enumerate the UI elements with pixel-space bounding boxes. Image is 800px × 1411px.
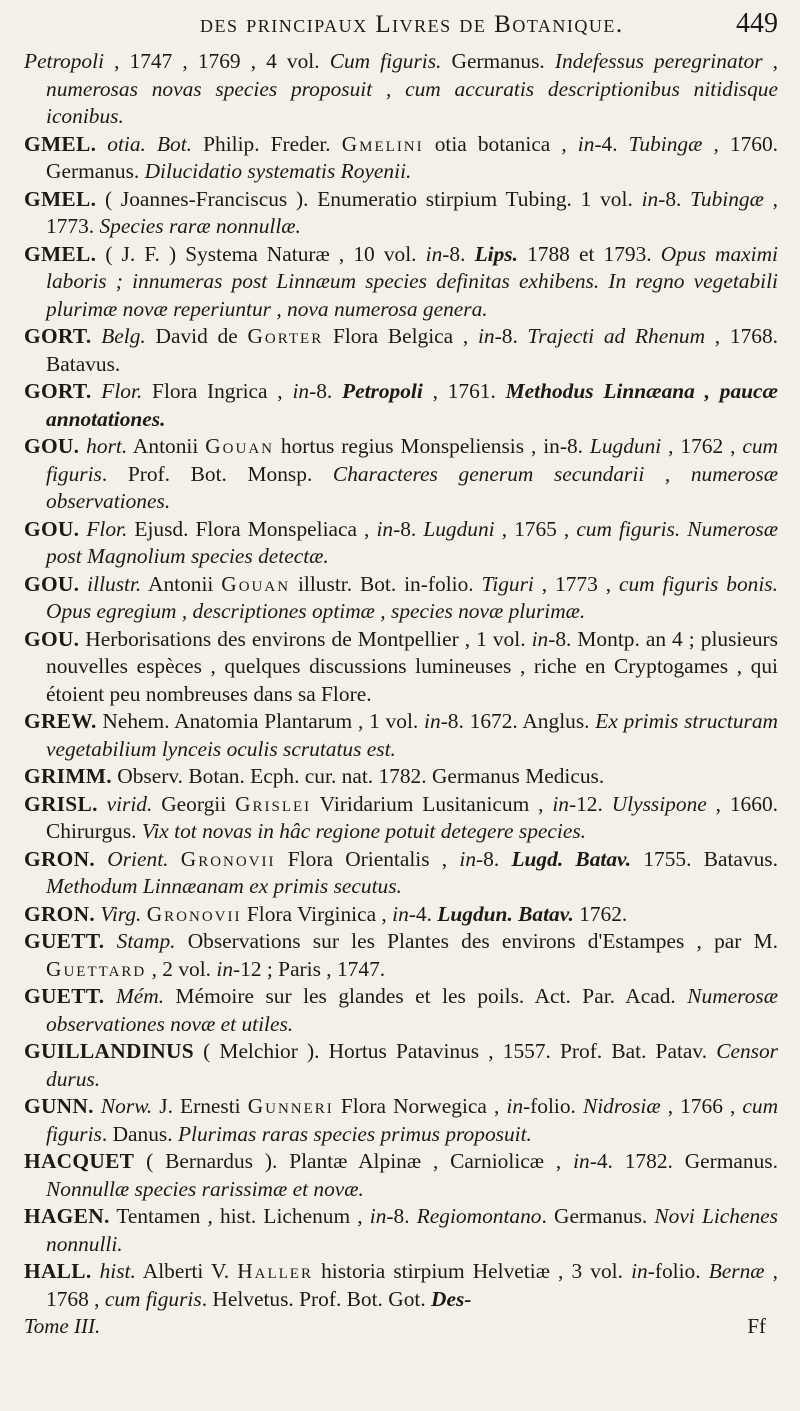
entry-text: Antonii <box>141 571 222 596</box>
entry-text: Observations sur les Plantes des environs d'Estampes , par M. <box>175 929 778 953</box>
entry-text: Nehem. Anatomia Plantarum , 1 vol. <box>96 709 425 733</box>
entry-text: Lugd. Batav. <box>511 846 632 871</box>
entry-text: Ejusd. Flora Monspeliaca , <box>127 516 377 541</box>
entry-text: Gorter <box>247 324 324 348</box>
entry-text: hist. <box>91 1259 136 1283</box>
entry-text: Gunneri <box>247 1094 334 1118</box>
entry-text: . Prof. Bot. Monsp. <box>101 461 333 486</box>
entry-text: Stamp. <box>104 929 176 953</box>
entry-text: illustr. Bot. in-folio. <box>290 571 482 596</box>
entry-text: David de <box>145 324 248 348</box>
bibliography-entry <box>24 763 778 791</box>
entry-text: Philip. Freder. <box>192 131 342 156</box>
entry-text: , 1766 , <box>660 1094 743 1118</box>
entry-text: Novi Lichenes nonnulli. <box>46 1204 778 1256</box>
entry-text: Petropoli <box>24 49 105 73</box>
entry-text: J. Ernesti <box>152 1094 248 1118</box>
entry-text: -8. Montp. an 4 ; plusieurs nouvelles espèces , quelques discussions lumineuses , riche en Cryptogames , qui étoient peu nombreuses dans sa Flore. <box>46 626 778 706</box>
entry-text: Mém. <box>104 984 165 1008</box>
entry-text: -folio. <box>523 1094 583 1118</box>
entry-text: -4. 1782. Germanus. <box>589 1149 778 1173</box>
bibliography-entry <box>24 241 778 324</box>
entry-text: cum figuris <box>46 434 778 486</box>
tome-label: Tome III. <box>24 1314 101 1338</box>
entry-abbreviation: GORT. <box>24 324 92 348</box>
entry-text: Species raræ nonnullæ. <box>99 214 301 238</box>
entry-text: -4. <box>408 901 438 926</box>
entry-abbreviation: HAGEN. <box>24 1204 110 1228</box>
bibliography-entry <box>24 626 778 709</box>
entry-text: , 1773 , <box>533 571 619 596</box>
entry-text: Methodus Linnæana , paucæ annotationes. <box>46 379 778 431</box>
entry-text: -8. <box>494 324 528 348</box>
entry-text: Des- <box>431 1286 472 1311</box>
entry-text: , 1768. Batavus. <box>46 324 778 376</box>
entry-text: in <box>216 956 234 981</box>
entry-text: Belg. <box>91 324 146 348</box>
entry-text: Tentamen , hist. Lichenum , <box>109 1204 370 1228</box>
entry-abbreviation: GRISL. <box>24 791 98 816</box>
entry-text: , 1760. Germanus. <box>46 131 778 183</box>
entry-abbreviation: HACQUET <box>24 1149 135 1173</box>
entry-text: in <box>459 846 477 871</box>
entry-text: Flora Orientalis , <box>275 846 460 871</box>
bibliography-entry <box>24 1093 778 1148</box>
entry-text: Dilucidatio systematis Royenii. <box>144 159 412 183</box>
entry-text: , 1762 , <box>661 434 743 458</box>
entry-text: , 1768 , <box>46 1259 778 1311</box>
entry-text: Ulyssipone <box>611 791 707 816</box>
entry-text: -8. 1672. Anglus. <box>440 709 596 733</box>
entry-text: , 1660. Chirurgus. <box>46 791 778 843</box>
entry-text: Orient. <box>95 846 169 871</box>
entry-text: Flora Belgica , <box>323 324 478 348</box>
entry-text: Censor durus. <box>46 1039 778 1091</box>
entry-text: , 1773. <box>46 186 779 238</box>
entry-text: in <box>573 1149 590 1173</box>
entry-text: Mémoire sur les glandes et les poils. Act. Par. Acad. <box>164 984 688 1008</box>
bibliography-entry <box>24 1203 778 1258</box>
entry-abbreviation: GUNN. <box>24 1094 94 1118</box>
entry-text: . Danus. <box>101 1121 178 1146</box>
entry-text: Virg. <box>95 901 142 926</box>
entry-abbreviation: GMEL. <box>24 131 97 156</box>
entry-abbreviation: GRIMM. <box>24 764 112 788</box>
entry-abbreviation: GUETT. <box>24 929 105 953</box>
entry-abbreviation: GMEL. <box>24 186 97 211</box>
entry-text: 1788 et 1793. <box>517 241 661 266</box>
entry-text: Bernæ <box>708 1259 765 1283</box>
entry-text: ( Bernardus ). Plantæ Alpinæ , Carniolicæ , <box>134 1149 574 1173</box>
entry-text: in <box>552 791 569 816</box>
entry-text: Flora Virginica , <box>241 901 393 926</box>
bibliography-entry <box>24 901 778 929</box>
entry-text: Cum figuris. <box>329 49 442 73</box>
entry-text: Germanus. <box>441 49 555 73</box>
entry-text: -8. <box>386 1204 417 1228</box>
page-header <box>200 8 778 48</box>
entry-text: Viridarium Lusitanicum , <box>311 791 553 816</box>
entry-text <box>168 847 180 871</box>
entry-text: Herborisations des environs de Montpellier , 1 vol. <box>79 626 532 651</box>
entry-text: Norw. <box>93 1094 153 1118</box>
entry-text: -folio. <box>647 1259 709 1283</box>
entry-text: Gronovii <box>146 901 242 926</box>
bibliography-entry <box>24 1038 778 1093</box>
entry-text: Plurimas raras species primus proposuit. <box>177 1121 532 1146</box>
bibliography-entry <box>24 186 778 241</box>
entry-text: Opus maximi laboris ; innumeras post Linnæum species definitas exhibens. In regno vegetabili plurimæ novæ reperiuntur , nova numerosa genera. <box>46 241 778 321</box>
entry-text: historia stirpium Helvetiæ , 3 vol. <box>312 1259 632 1283</box>
entry-text: , 1747 , 1769 , 4 vol. <box>104 49 330 73</box>
bibliography-entries <box>24 48 778 1313</box>
bibliography-entry <box>24 1258 778 1313</box>
entry-text: Alberti V. <box>135 1259 238 1283</box>
entry-text: Tiguri <box>481 571 534 596</box>
entry-abbreviation: GOU. <box>24 516 80 541</box>
bibliography-entry <box>24 928 778 983</box>
entry-text: cum figuris <box>46 1094 779 1146</box>
entry-text: . Helvetus. Prof. Bot. Got. <box>201 1286 432 1311</box>
running-head: des principaux Livres de Botanique. <box>200 11 624 38</box>
page-number: 449 <box>736 8 778 39</box>
entry-text: -12. <box>568 791 612 816</box>
entry-text: Tubingæ <box>690 186 764 211</box>
entry-text: , 1765 , <box>494 516 577 541</box>
entry-abbreviation: GREW. <box>24 709 97 733</box>
entry-abbreviation: GOU. <box>24 571 80 596</box>
entry-text: Trajecti ad Rhenum <box>527 324 706 348</box>
entry-text: Gmelini <box>341 131 424 156</box>
bibliography-entry <box>24 131 778 186</box>
bibliography-entry <box>24 791 778 846</box>
entry-abbreviation: GUETT. <box>24 984 105 1008</box>
entry-text: in <box>392 901 409 926</box>
entry-text: Lugduni <box>423 516 495 541</box>
entry-text: 1755. Batavus. <box>631 846 778 871</box>
entry-text: -12 ; Paris , 1747. <box>233 956 386 981</box>
entry-text: in <box>369 1204 387 1228</box>
bibliography-entry <box>24 48 778 131</box>
entry-text: Indefessus peregrinator , numerosas novas species proposuit , cum accuratis descriptionibus nitidisque iconibus. <box>46 49 779 128</box>
entry-text: Regiomontano <box>416 1204 542 1228</box>
bibliography-entry <box>24 433 778 516</box>
entry-text: in <box>631 1259 648 1283</box>
entry-abbreviation: HALL. <box>24 1259 92 1283</box>
entry-text: otia botanica , <box>423 131 578 156</box>
entry-text: Vix tot novas in hâc regione potuit detegere species. <box>141 819 587 843</box>
entry-abbreviation: GOU. <box>24 626 80 651</box>
entry-text: , 2 vol. <box>146 956 217 981</box>
entry-text: -8. <box>476 846 512 871</box>
entry-text: Numerosæ observationes novæ et utiles. <box>46 984 778 1036</box>
bibliography-entry <box>24 516 778 571</box>
entry-abbreviation: GUILLANDINUS <box>24 1039 195 1063</box>
entry-abbreviation: GRON. <box>24 901 96 926</box>
entry-abbreviation: GRON. <box>24 846 96 871</box>
entry-text: Guettard <box>46 956 147 981</box>
entry-text: Lugduni <box>589 434 662 458</box>
entry-abbreviation: GORT. <box>24 379 92 403</box>
bibliography-entry <box>24 1148 778 1203</box>
entry-text: Flor. <box>79 516 128 541</box>
entry-text: Characteres generum secundarii , numerosæ observationes. <box>46 461 778 513</box>
entry-text: ( Melchior ). Hortus Patavinus , 1557. Prof. Bat. Patav. <box>194 1039 717 1063</box>
entry-text: hortus regius Monspeliensis , in-8. <box>273 434 590 458</box>
entry-text: in <box>376 516 394 541</box>
entry-text: in <box>424 709 441 733</box>
entry-text: Gouan <box>221 571 291 596</box>
entry-text: in <box>531 626 549 651</box>
entry-text: . Germanus. <box>541 1204 655 1228</box>
entry-text: cum figuris <box>104 1286 202 1311</box>
entry-abbreviation: GOU. <box>24 434 80 458</box>
bibliography-entry <box>24 571 778 626</box>
entry-text: Flora Ingrica , <box>142 379 293 403</box>
entry-text: Haller <box>237 1259 313 1283</box>
entry-text: otia. Bot. <box>96 131 193 156</box>
entry-text: illustr. <box>79 571 142 596</box>
entry-text: cum figuris bonis. Opus egregium , descriptiones optimæ , species novæ plurimæ. <box>46 571 778 623</box>
entry-text: Lugdun. Batav. <box>437 901 574 926</box>
entry-text: -8. <box>658 186 691 211</box>
entry-text: 1762. <box>573 901 628 926</box>
entry-text: Flor. <box>91 379 143 403</box>
entry-text: Georgii <box>152 791 236 816</box>
entry-text: Gronovii <box>180 846 276 871</box>
bibliography-entry <box>24 708 778 763</box>
entry-text: Methodum Linnæanam ex primis secutus. <box>46 874 402 898</box>
entry-text: -8. <box>393 516 424 541</box>
entry-text: Flora Norwegica , <box>333 1094 507 1118</box>
entry-text: Antonii <box>127 434 206 458</box>
entry-text: ( Joannes-Franciscus ). Enumeratio stirpium Tubing. 1 vol. <box>96 186 642 211</box>
entry-text: -8. <box>309 379 343 403</box>
bibliography-entry <box>24 378 778 433</box>
signature-mark: Ff <box>747 1314 766 1338</box>
entry-text: , 1761. <box>422 379 506 403</box>
entry-text: -4. <box>594 131 629 156</box>
entry-abbreviation: GMEL. <box>24 241 97 266</box>
entry-text: in <box>641 186 659 211</box>
entry-text: in <box>425 241 443 266</box>
entry-text: Ex primis structuram vegetabilium lynceis oculis scrutatus est. <box>46 709 778 761</box>
entry-text: in <box>477 324 495 348</box>
entry-text: in <box>577 131 595 156</box>
entry-text: virid. <box>97 791 153 816</box>
bibliography-entry <box>24 323 778 378</box>
entry-text: Nidrosiæ <box>582 1094 661 1118</box>
page-footer <box>24 1313 778 1339</box>
bibliography-entry <box>24 846 778 901</box>
entry-text: cum figuris. Numerosæ post Magnolium species detectæ. <box>46 516 778 568</box>
entry-text: in <box>292 379 310 403</box>
entry-text: in <box>506 1094 524 1118</box>
entry-text: Nonnullæ species rarissimæ et novæ. <box>46 1176 364 1201</box>
entry-text: Grislei <box>235 791 312 816</box>
entry-text: ( J. F. ) Systema Naturæ , 10 vol. <box>96 241 426 266</box>
entry-text: Tubingæ <box>628 131 703 156</box>
entry-text: Observ. Botan. Ecph. cur. nat. 1782. Germanus Medicus. <box>111 764 605 788</box>
entry-text: Petropoli <box>342 379 423 403</box>
bibliography-entry <box>24 983 778 1038</box>
entry-text: hort. <box>79 434 128 458</box>
entry-text: Gouan <box>205 434 274 458</box>
entry-text: -8. <box>442 241 475 266</box>
entry-text: Lips. <box>474 241 518 266</box>
